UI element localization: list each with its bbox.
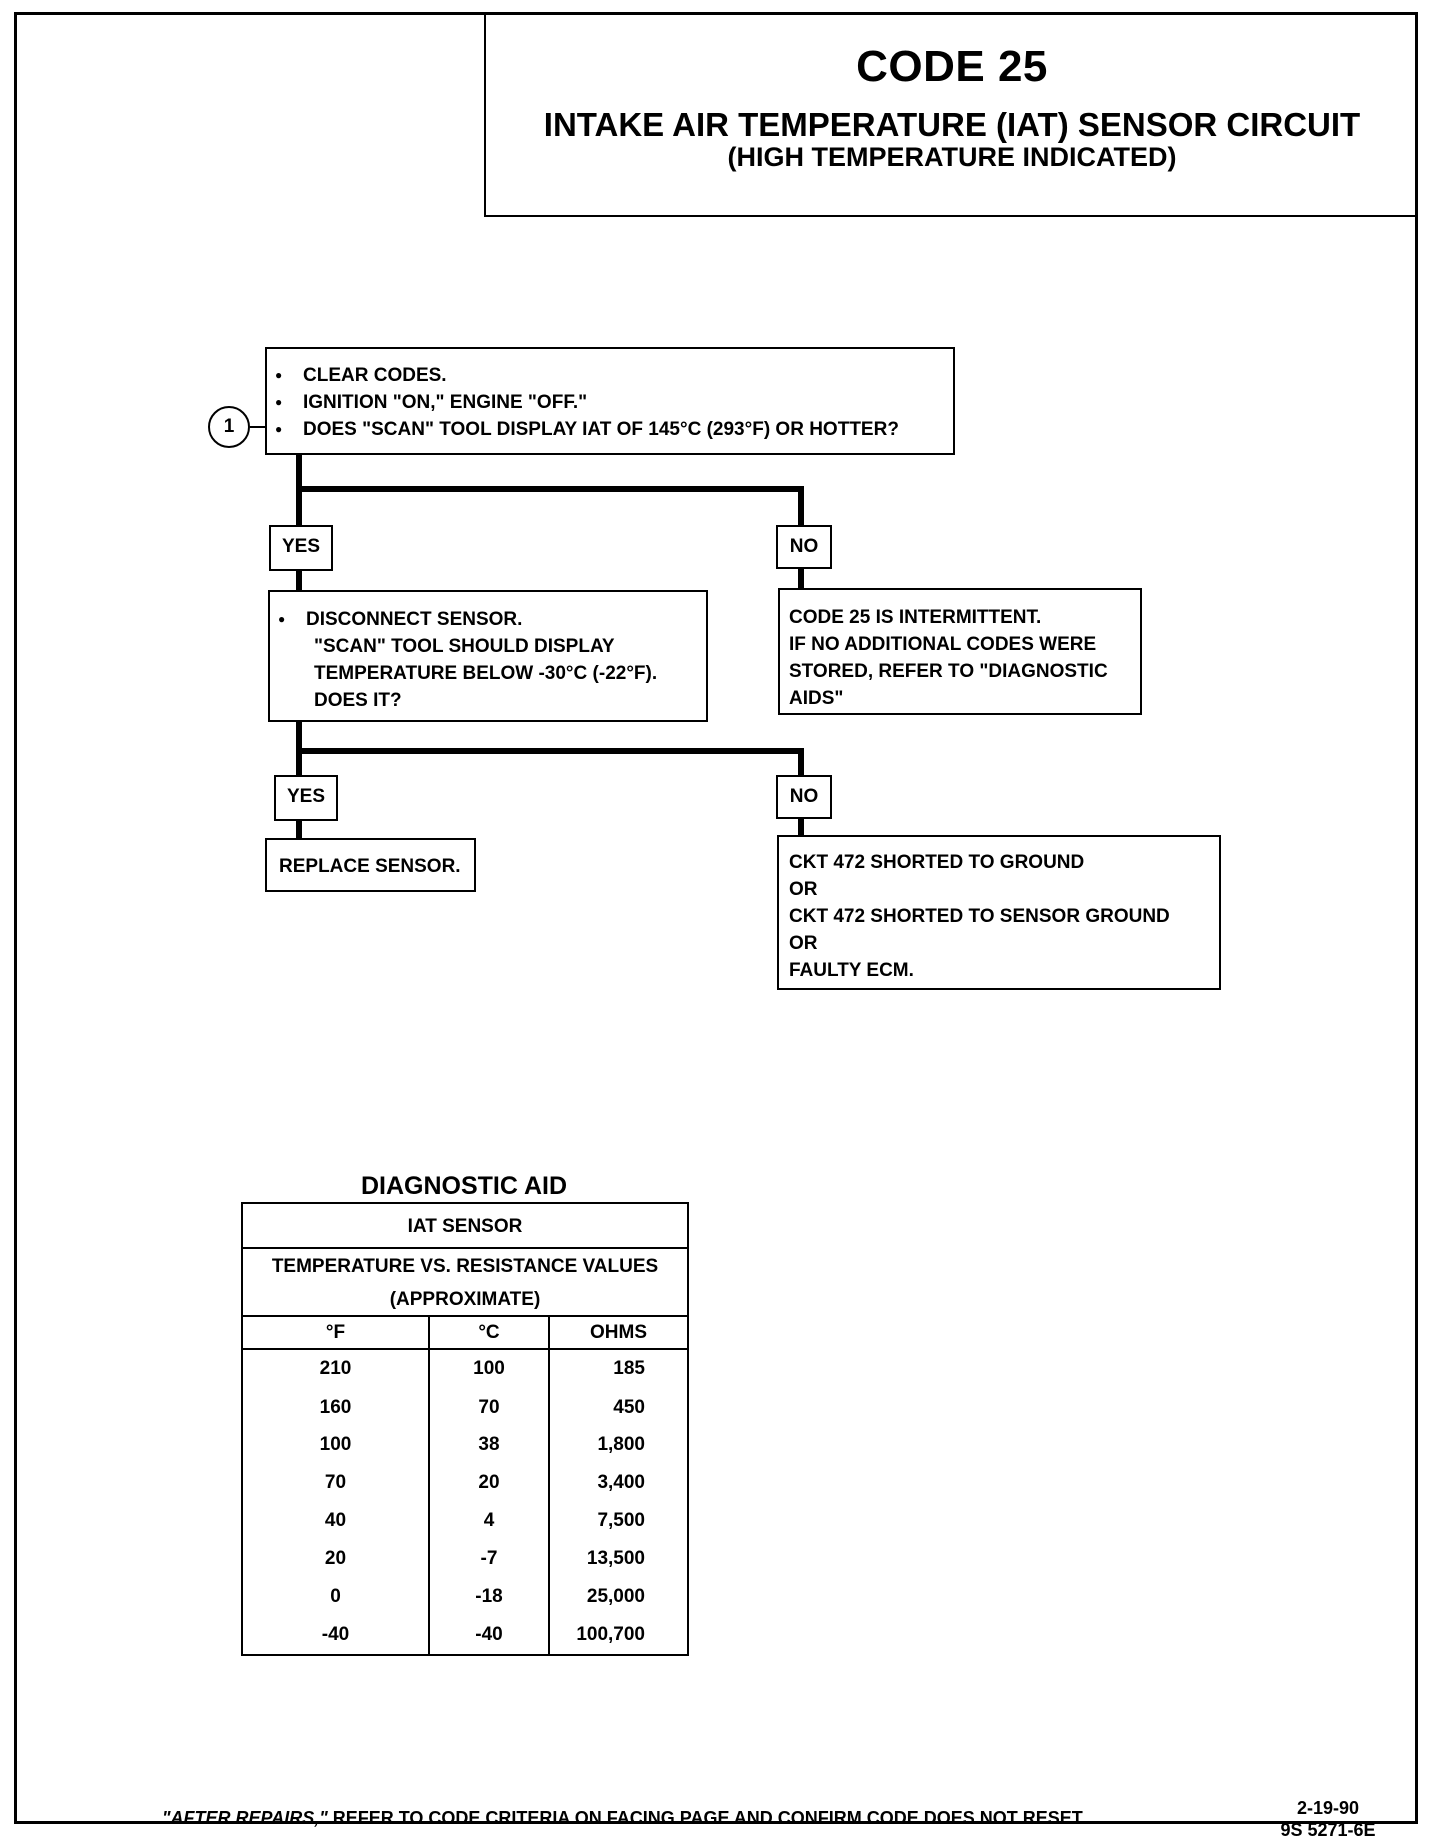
branch-2-no-label: NO bbox=[776, 775, 832, 819]
table-cell: -7 bbox=[429, 1540, 549, 1578]
flow-line bbox=[296, 571, 302, 591]
flow-line bbox=[296, 486, 804, 492]
shorted-line: FAULTY ECM. bbox=[789, 960, 914, 981]
diagnostic-table bbox=[241, 1202, 689, 1656]
table-cell: -18 bbox=[429, 1578, 549, 1616]
intermittent-line: AIDS" bbox=[789, 688, 844, 709]
disconnect-line: ● DISCONNECT SENSOR. bbox=[270, 606, 696, 633]
shorted-line: OR bbox=[789, 933, 818, 954]
step-1-line: ● DOES "SCAN" TOOL DISPLAY IAT OF 145°C (293°F) OR HOTTER? bbox=[267, 416, 943, 443]
table-cell: 25,000 bbox=[586, 1586, 645, 1608]
col-header: OHMS bbox=[590, 1321, 647, 1343]
after-repairs-label: "AFTER REPAIRS," bbox=[162, 1808, 328, 1828]
table-cell: 70 bbox=[429, 1389, 549, 1427]
branch-1-no-label: NO bbox=[776, 525, 832, 569]
table-cell: 40 bbox=[243, 1502, 429, 1540]
shorted-line: OR bbox=[789, 879, 818, 900]
code-title: CODE 25 bbox=[856, 42, 1048, 91]
intermittent-box bbox=[778, 588, 1142, 715]
circuit-title: INTAKE AIR TEMPERATURE (IAT) SENSOR CIRCUIT bbox=[543, 106, 1361, 143]
table-cell: 100 bbox=[429, 1349, 549, 1389]
title-block bbox=[484, 12, 1418, 217]
step-1-marker: 1 bbox=[208, 406, 250, 448]
replace-sensor-box: REPLACE SENSOR. bbox=[265, 838, 476, 892]
table-cell: 160 bbox=[243, 1389, 429, 1427]
disconnect-line: "SCAN" TOOL SHOULD DISPLAY bbox=[314, 636, 615, 657]
table-cell: 3,400 bbox=[597, 1472, 645, 1494]
table-row bbox=[243, 1427, 687, 1465]
table-row bbox=[243, 1502, 687, 1540]
table-row bbox=[243, 1389, 687, 1427]
shorted-box bbox=[777, 835, 1221, 990]
table-cell: 38 bbox=[429, 1427, 549, 1465]
branch-1-yes-label: YES bbox=[269, 525, 333, 571]
table-cell: 185 bbox=[613, 1358, 645, 1380]
col-header: °F bbox=[243, 1317, 429, 1349]
table-row bbox=[243, 1349, 687, 1389]
flow-line bbox=[296, 821, 302, 839]
resistance-table bbox=[243, 1317, 687, 1654]
intermittent-line: STORED, REFER TO "DIAGNOSTIC bbox=[789, 661, 1108, 682]
table-row bbox=[243, 1616, 687, 1654]
table-cell: 13,500 bbox=[586, 1548, 645, 1570]
flow-line bbox=[296, 748, 804, 754]
step-1-line: ● IGNITION "ON," ENGINE "OFF." bbox=[267, 389, 943, 416]
flow-line bbox=[798, 819, 804, 836]
marker-connector bbox=[250, 426, 266, 428]
flow-line bbox=[798, 748, 804, 776]
table-cell: -40 bbox=[243, 1616, 429, 1654]
table-cell: 4 bbox=[429, 1502, 549, 1540]
table-cell: -40 bbox=[429, 1616, 549, 1654]
shorted-line: CKT 472 SHORTED TO GROUND bbox=[789, 852, 1085, 873]
step-1-box bbox=[265, 347, 955, 455]
table-cell: 0 bbox=[243, 1578, 429, 1616]
diagnostic-aid-title: DIAGNOSTIC AID bbox=[360, 1172, 568, 1200]
table-cell: 70 bbox=[243, 1464, 429, 1502]
table-cell: 7,500 bbox=[597, 1510, 645, 1532]
doc-number: 9S 5271-6E bbox=[1280, 1820, 1376, 1840]
disconnect-line: DOES IT? bbox=[314, 690, 402, 711]
table-cell: 450 bbox=[613, 1396, 645, 1418]
shorted-line: CKT 472 SHORTED TO SENSOR GROUND bbox=[789, 906, 1170, 927]
after-repairs-note bbox=[162, 1808, 1222, 1829]
table-cell: 20 bbox=[243, 1540, 429, 1578]
table-subtitle: TEMPERATURE VS. RESISTANCE VALUES bbox=[271, 1256, 659, 1277]
table-cell: 210 bbox=[243, 1349, 429, 1389]
table-subtitle: (APPROXIMATE) bbox=[243, 1285, 687, 1317]
table-title: IAT SENSOR bbox=[243, 1204, 687, 1249]
disconnect-sensor-box bbox=[268, 590, 708, 722]
disconnect-line: TEMPERATURE BELOW -30°C (-22°F). bbox=[314, 663, 658, 684]
table-row bbox=[243, 1464, 687, 1502]
flow-line bbox=[798, 486, 804, 527]
doc-date: 2-19-90 bbox=[1296, 1798, 1360, 1818]
flow-line bbox=[798, 569, 804, 590]
col-header: °C bbox=[429, 1317, 549, 1349]
branch-2-yes-label: YES bbox=[274, 775, 338, 821]
intermittent-line: IF NO ADDITIONAL CODES WERE bbox=[789, 634, 1097, 655]
table-cell: 100 bbox=[243, 1427, 429, 1465]
after-repairs-text: REFER TO CODE CRITERIA ON FACING PAGE AND CONFIRM CODE DOES NOT RESET. bbox=[327, 1808, 1086, 1828]
table-cell: 20 bbox=[429, 1464, 549, 1502]
doc-info bbox=[1268, 1797, 1388, 1841]
table-cell: 100,700 bbox=[576, 1624, 645, 1646]
circuit-subtitle: (HIGH TEMPERATURE INDICATED) bbox=[727, 142, 1177, 172]
step-1-line: ● CLEAR CODES. bbox=[267, 362, 943, 389]
table-cell: 1,800 bbox=[597, 1434, 645, 1456]
table-row bbox=[243, 1540, 687, 1578]
table-row bbox=[243, 1578, 687, 1616]
intermittent-line: CODE 25 IS INTERMITTENT. bbox=[789, 607, 1042, 628]
